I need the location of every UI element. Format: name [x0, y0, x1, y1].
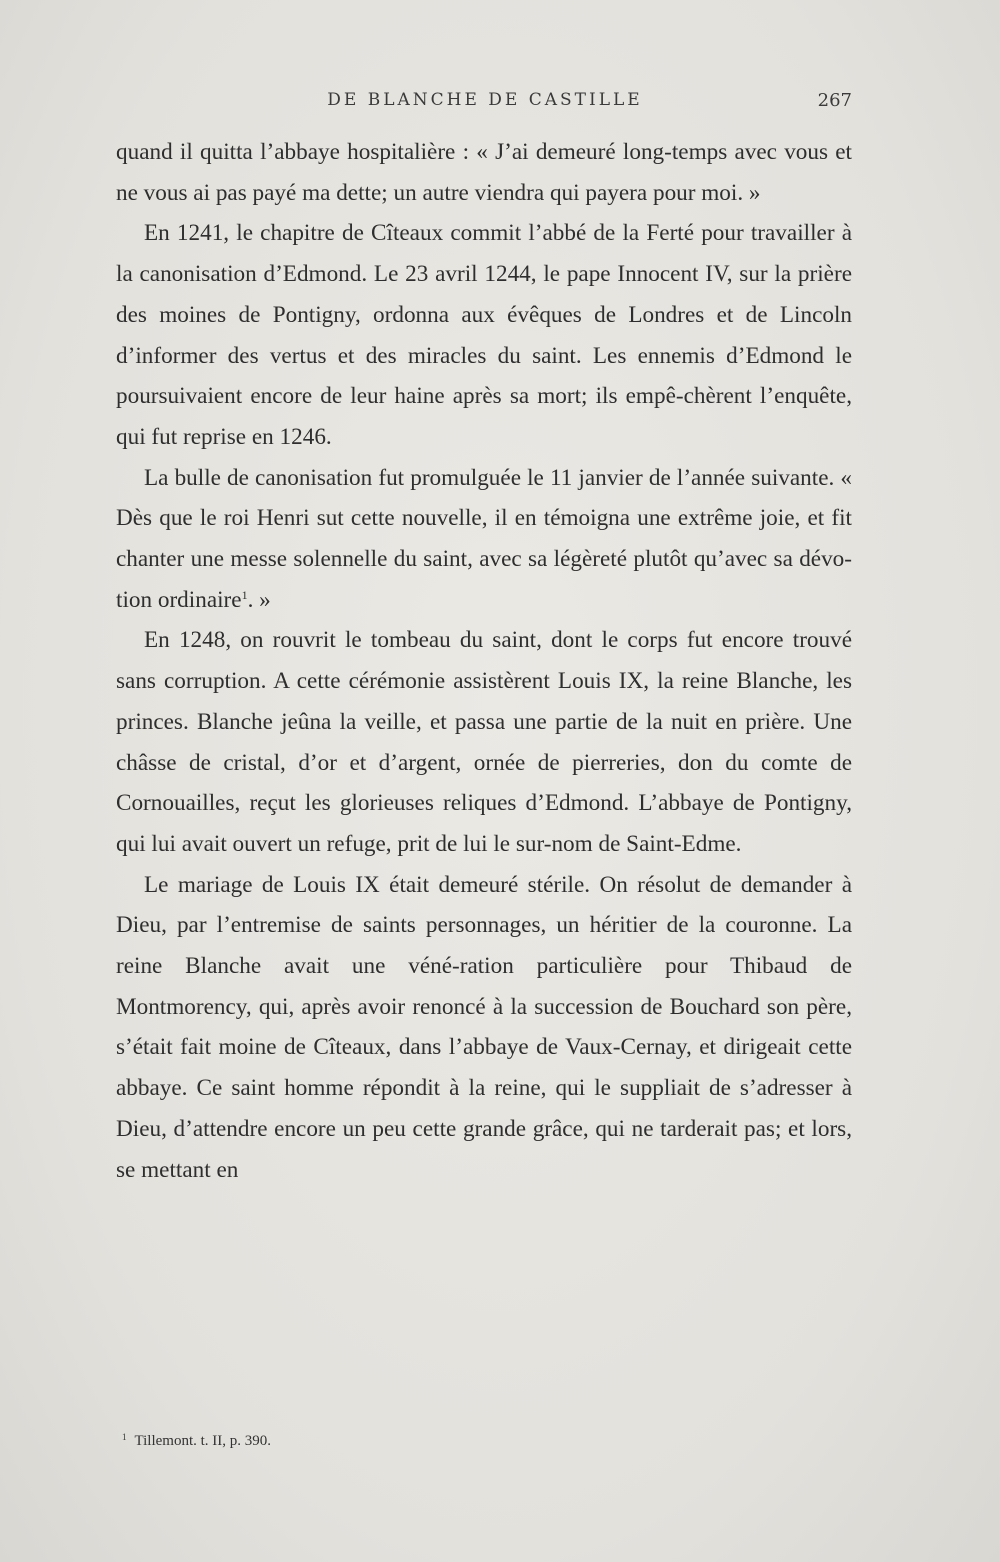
paragraph-2: En 1241, le chapitre de Cîteaux commit l’abbé de la Ferté pour travailler à la canonisation d’Edmond. Le 23 avril 1244, le pape Innocent IV, sur la prière des moines de Pontigny, ordonna aux évêques de Londres et de Lincoln d’informer des vertus et des miracles du saint. Les ennemis d’Edmond le poursuivaient encore de leur haine après sa mort; ils empê-chèrent l’enquête, qui fut reprise en 1246. [116, 220, 852, 450]
paragraph-3 [116, 458, 852, 621]
footnote-text: Tillemont. t. II, p. 390. [134, 1433, 272, 1449]
paragraph-3-text: La bulle de canonisation fut promulguée le 11 janvier de l’année suivante. « Dès que le roi Henri sut cette nouvelle, il en témoigna une extrême joie, et fit chanter une messe solennelle du saint, avec sa légèreté plutôt qu’avec sa dévo-tion ordinaire [116, 464, 852, 613]
footnote-marker: 1 [122, 1432, 127, 1442]
paragraph-4: En 1248, on rouvrit le tombeau du saint, dont le corps fut encore trouvé sans corruption. A cette cérémonie assistèrent Louis IX, la reine Blanche, les princes. Blanche jeûna la veille, et passa une partie de la nuit en prière. Une châsse de cristal, d’or et d’argent, ornée de pierreries, don du comte de Cornouailles, reçut les glorieuses reliques d’Edmond. L’abbaye de Pontigny, qui lui avait ouvert un refuge, prit de lui le sur-nom de Saint-Edme. [116, 627, 852, 857]
running-head: DE BLANCHE DE CASTILLE [327, 90, 643, 110]
body-text [116, 132, 852, 1190]
paragraph-3-tail: . » [247, 586, 271, 613]
footnote-reference: 1 [241, 587, 248, 602]
paragraph-5: Le mariage de Louis IX était demeuré stérile. On résolut de demander à Dieu, par l’entremise de saints personnages, un héritier de la couronne. La reine Blanche avait une véné-ration particulière pour Thibaud de Montmorency, qui, après avoir renoncé à la succession de Bouchard son père, s’était fait moine de Cîteaux, dans l’abbaye de Vaux-Cernay, et dirigeait cette abbaye. Ce saint homme répondit à la reine, qui le suppliait de s’adresser à Dieu, d’attendre encore un peu cette grande grâce, qui ne tarderait pas; et lors, se mettant en [116, 871, 852, 1183]
footnote [122, 1432, 852, 1450]
paragraph-1: quand il quitta l’abbaye hospitalière : « J’ai demeuré long-temps avec vous et ne vous ai pas payé ma dette; un autre viendra qui payera pour moi. » [116, 139, 852, 206]
page-number: 267 [817, 90, 852, 111]
page-header [118, 90, 852, 120]
